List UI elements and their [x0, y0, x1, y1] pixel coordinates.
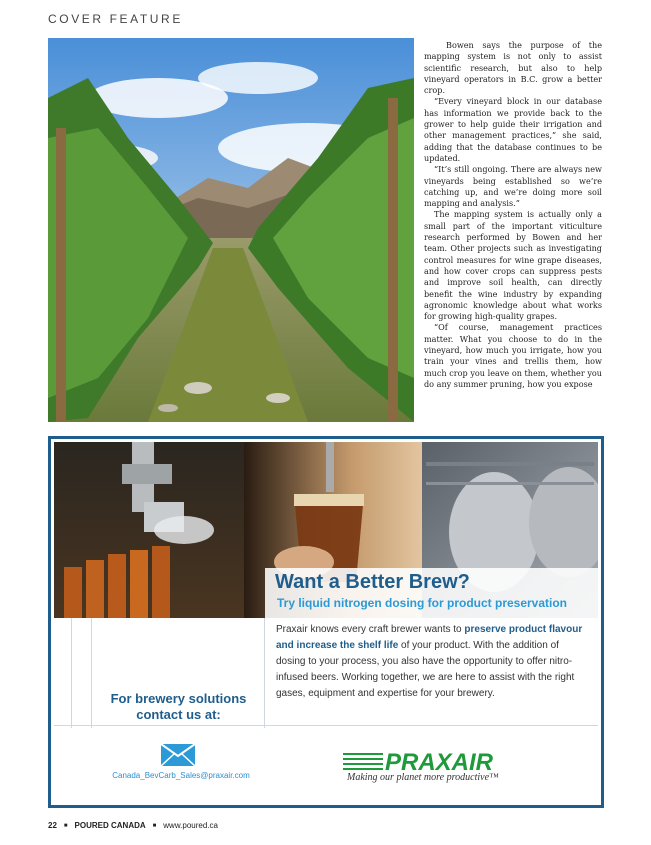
ad-body-text: Praxair knows every craft brewer wants to — [276, 624, 465, 635]
article-paragraph: Bowen says the purpose of the mapping system is not only to assist scientific research, but also to help vineyard operators in B.C. grow a better crop. — [424, 40, 602, 96]
page-number: 22 — [48, 821, 57, 830]
praxair-advertisement — [48, 436, 604, 808]
ad-email-link[interactable]: Canada_BevCarb_Sales@praxair.com — [112, 771, 250, 780]
publication-name: POURED CANADA — [74, 821, 146, 830]
ad-headline: Want a Better Brew? — [275, 571, 470, 593]
ad-tagline: Making our planet more productive™ — [347, 772, 499, 783]
article-paragraph: “Of course, management practices matter. What you choose to do in the vineyard, how much you irrigate, how you train your vines and trellis them, how much crop you leave on them, whether you do any summer pruning, how you expose — [424, 322, 602, 389]
website-link[interactable]: www.poured.ca — [163, 821, 218, 830]
page-footer — [48, 821, 218, 830]
ad-headline-box — [265, 568, 601, 618]
ad-grid-line — [71, 618, 72, 728]
ad-contact-line: For brewery solutions — [110, 691, 247, 706]
ad-contact-line: contact us at: — [136, 707, 221, 722]
article-paragraph: “It’s still ongoing. There are always new vineyards being established so we’re catching up, and we’re doing more soil mapping and analysis.” — [424, 164, 602, 209]
article-paragraph: The mapping system is actually only a small part of the important viticulture research performed by Bowen and her team. Other projects such as investigating control measures for wine grape diseases, and how cover crops can suppress pests and improve soil health, can directly benefit the wine industry by expanding agronomic knowledge about what works for growing high-quality grapes. — [424, 209, 602, 322]
vineyard-photo — [48, 38, 414, 422]
ad-body-text: of your product. With the addition of dosing to your process, you also have the opportunity to offer nitro-infused beers. Working together, we are here to assist with the right gases, equipment and expertise for your brewery. — [276, 640, 575, 699]
ad-subhead: Try liquid nitrogen dosing for product preservation — [277, 596, 568, 610]
article-column — [424, 40, 602, 390]
footer-separator: ■ — [152, 823, 157, 829]
envelope-icon — [161, 744, 195, 770]
article-paragraph: “Every vineyard block in our database has information we provide back to the grower to help guide their irrigation and other management practices,” she said, adding that the database continues to be updated. — [424, 96, 602, 163]
praxair-logo-text: PRAXAIR — [385, 749, 494, 773]
section-label: COVER FEATURE — [48, 12, 183, 26]
ad-body-copy — [276, 622, 586, 702]
ad-body-highlight: preserve product flavour and increase the shelf life — [276, 624, 583, 651]
ad-grid-line — [54, 725, 598, 726]
footer-separator: ■ — [63, 823, 68, 829]
ad-contact-heading — [91, 691, 266, 723]
